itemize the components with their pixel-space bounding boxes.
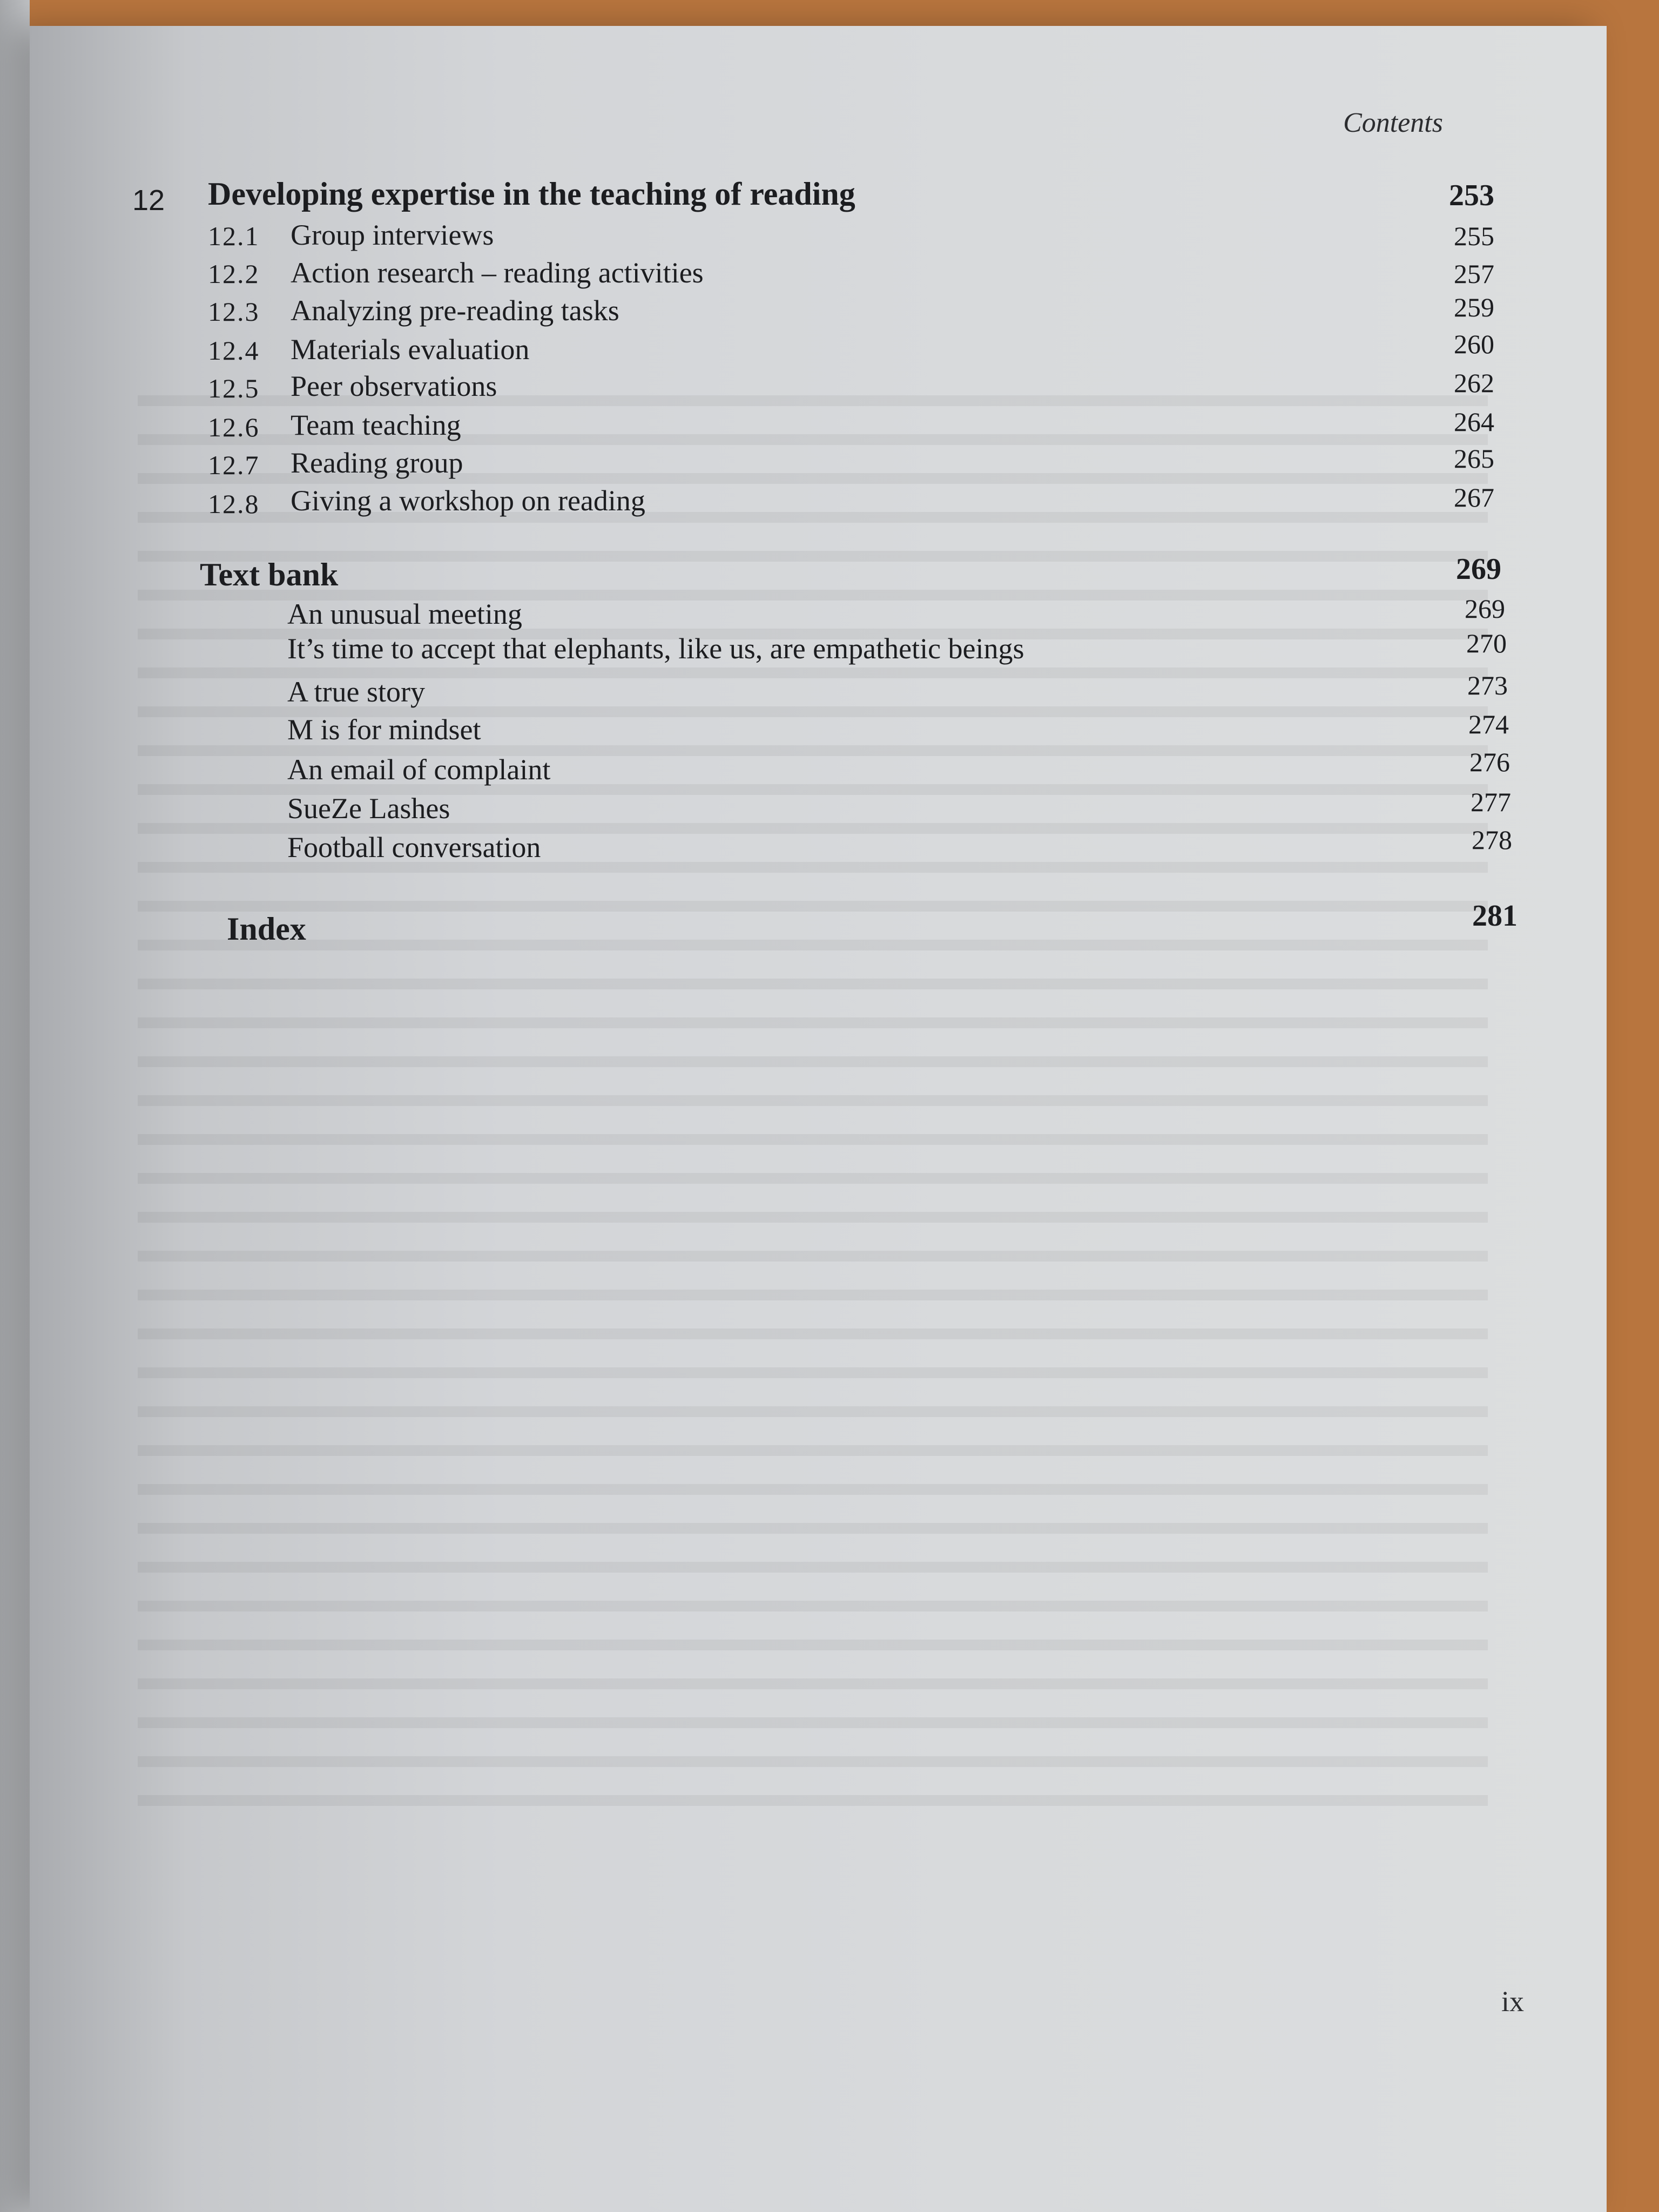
section-number: 12.3 <box>208 296 260 327</box>
section-title: Team teaching <box>291 409 461 441</box>
section-title: Reading group <box>291 447 463 479</box>
running-head: Contents <box>1343 107 1443 138</box>
section-number: 12.1 <box>208 221 260 251</box>
section-page: 257 <box>1454 259 1494 289</box>
text-bank-item-page: 277 <box>1471 787 1511 817</box>
section-page: 265 <box>1454 443 1494 474</box>
section-page: 260 <box>1454 329 1494 359</box>
folio: ix <box>1501 1985 1524 2018</box>
section-title: Giving a workshop on reading <box>291 484 645 517</box>
section-title: Analyzing pre-reading tasks <box>291 294 619 327</box>
text-bank-item: An unusual meeting <box>287 598 522 630</box>
section-number: 12.7 <box>208 450 260 480</box>
section-number: 12.6 <box>208 412 260 442</box>
section-number: 12.5 <box>208 373 260 403</box>
section-number: 12.8 <box>208 489 260 519</box>
text-bank-item-page: 270 <box>1466 628 1507 658</box>
section-title: Peer observations <box>291 370 497 402</box>
text-bank-heading: Text bank <box>200 557 339 592</box>
chapter-page: 253 <box>1449 179 1494 212</box>
text-bank-item: SueZe Lashes <box>287 792 450 825</box>
text-bank-item-page: 278 <box>1472 825 1512 855</box>
text-bank-item: Football conversation <box>287 831 541 864</box>
section-page: 264 <box>1454 407 1494 437</box>
section-page: 259 <box>1454 292 1494 322</box>
text-bank-item-page: 269 <box>1465 594 1505 624</box>
section-number: 12.4 <box>208 335 260 366</box>
text-bank-item-page: 276 <box>1469 747 1510 777</box>
section-title: Action research – reading activities <box>291 257 704 289</box>
text-bank-item: An email of complaint <box>287 753 551 786</box>
text-bank-page: 269 <box>1456 552 1501 586</box>
section-title: Group interviews <box>291 219 494 251</box>
text-bank-item: M is for mindset <box>287 713 481 746</box>
text-bank-item: It’s time to accept that elephants, like us, are empathetic beings <box>287 632 1024 665</box>
index-heading: Index <box>227 911 306 947</box>
text-bank-item: A true story <box>287 676 425 708</box>
section-page: 267 <box>1454 482 1494 512</box>
chapter-number: 12 <box>132 184 165 217</box>
text-bank-item-page: 274 <box>1468 709 1509 739</box>
text-bank-item-page: 273 <box>1467 670 1508 700</box>
section-page: 255 <box>1454 221 1494 251</box>
section-number: 12.2 <box>208 259 260 289</box>
chapter-title: Developing expertise in the teaching of reading <box>208 176 855 212</box>
section-title: Materials evaluation <box>291 333 530 366</box>
index-page: 281 <box>1472 899 1518 933</box>
section-page: 262 <box>1454 368 1494 398</box>
